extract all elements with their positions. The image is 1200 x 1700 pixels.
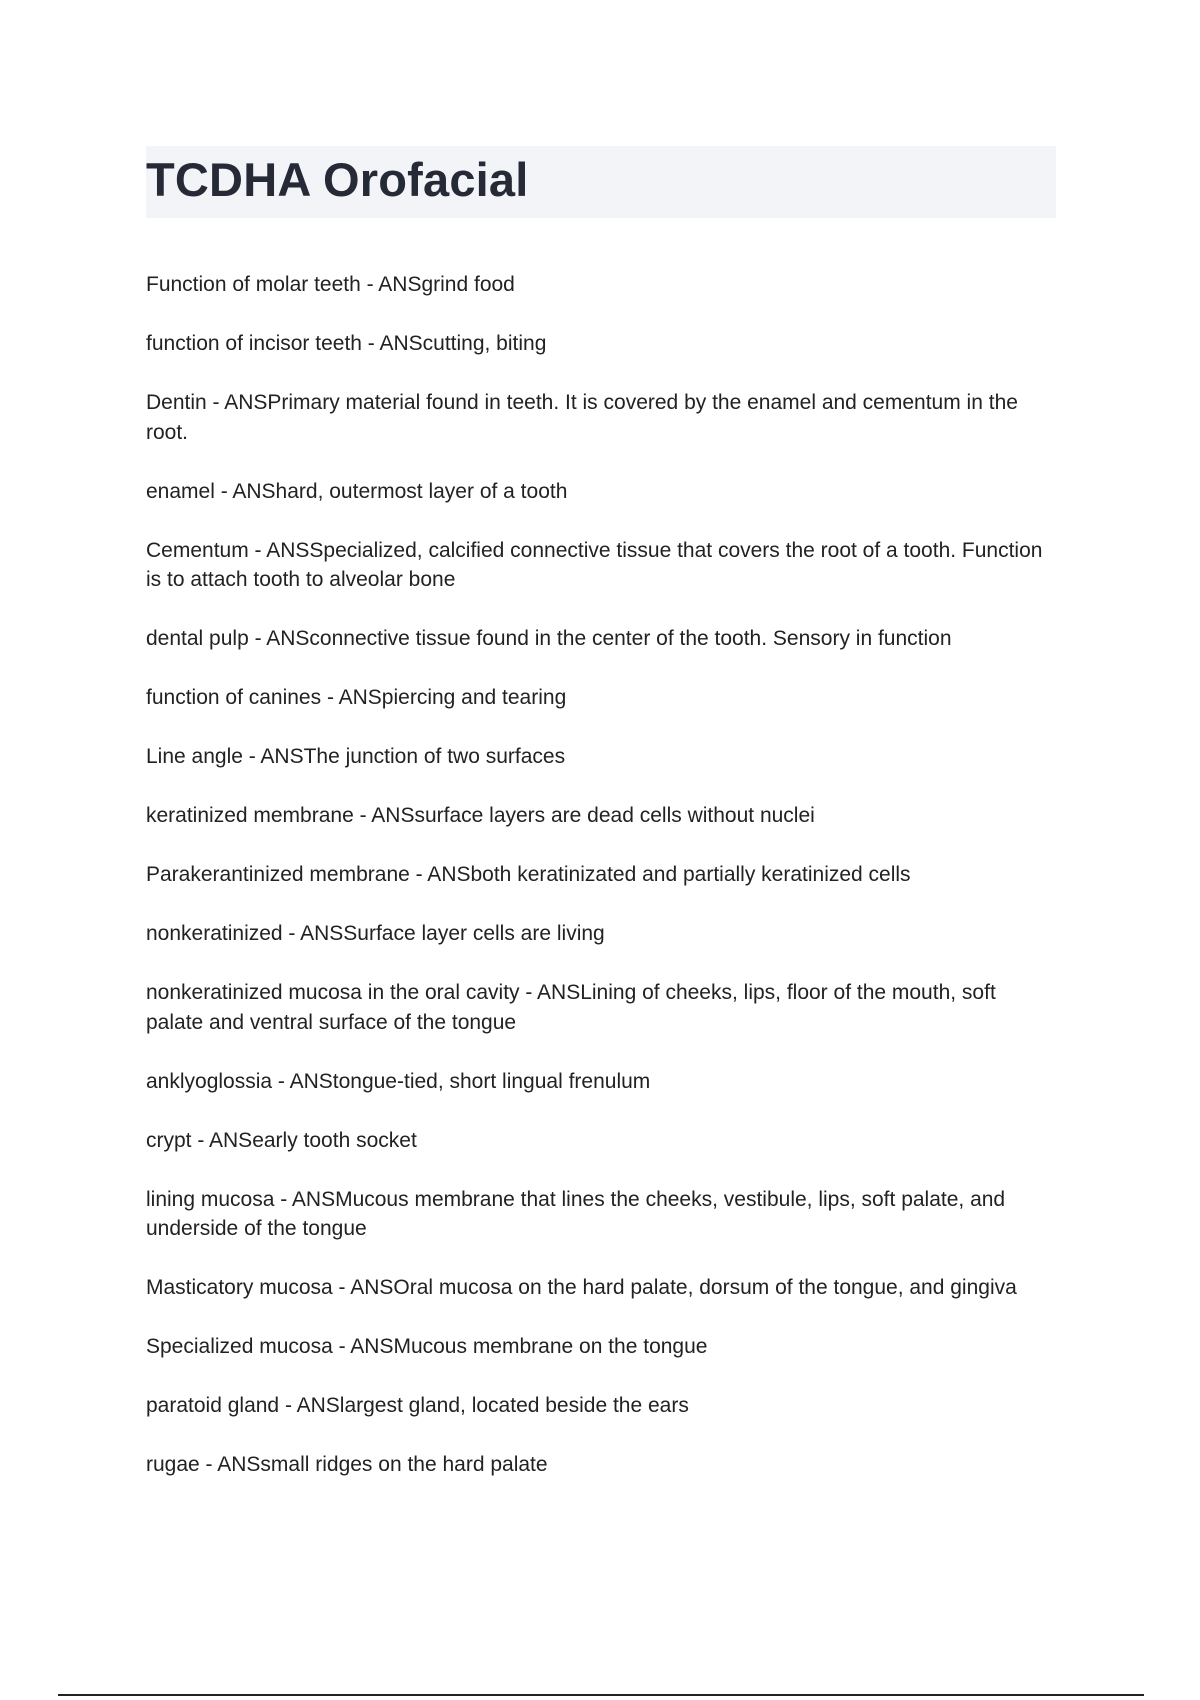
flashcard-list [146, 270, 1056, 1509]
list-item: Parakerantinized membrane - ANSboth keratinizated and partially keratinized cells [146, 863, 911, 886]
list-item: lining mucosa - ANSMucous membrane that lines the cheeks, vestibule, lips, soft palate, and underside of the tongue [146, 1187, 1006, 1240]
list-item: keratinized membrane - ANSsurface layers are dead cells without nuclei [146, 804, 815, 827]
list-item: paratoid gland - ANSlargest gland, located beside the ears [146, 1394, 689, 1417]
page-title: TCDHA Orofacial [146, 153, 529, 206]
list-item: function of incisor teeth - ANScutting, biting [146, 332, 547, 355]
list-item: nonkeratinized mucosa in the oral cavity - ANSLining of cheeks, lips, floor of the mouth, soft palate and ventral surface of the tongue [146, 981, 996, 1034]
list-item: anklyoglossia - ANStongue-tied, short lingual frenulum [146, 1069, 651, 1093]
list-item: Cementum - ANSSpecialized, calcified connective tissue that covers the root of a tooth. Function is to attach tooth to alveolar bone [146, 538, 1043, 591]
list-item: Dentin - ANSPrimary material found in teeth. It is covered by the enamel and cementum in the root. [146, 391, 1018, 444]
list-item: function of canines - ANSpiercing and tearing [146, 686, 567, 709]
list-item: dental pulp - ANSconnective tissue found in the center of the tooth. Sensory in function [146, 627, 952, 650]
list-item: crypt - ANSearly tooth socket [146, 1128, 417, 1152]
list-item: rugae - ANSsmall ridges on the hard palate [146, 1453, 548, 1476]
list-item: Function of molar teeth - ANSgrind food [146, 273, 515, 296]
footer-divider [58, 1694, 1144, 1696]
list-item: Masticatory mucosa - ANSOral mucosa on the hard palate, dorsum of the tongue, and gingiva [146, 1276, 1017, 1299]
list-item: enamel - ANShard, outermost layer of a tooth [146, 479, 568, 503]
title-banner [146, 146, 1056, 218]
list-item: Line angle - ANSThe junction of two surfaces [146, 745, 566, 768]
list-item: Specialized mucosa - ANSMucous membrane on the tongue [146, 1335, 708, 1358]
list-item: nonkeratinized - ANSSurface layer cells are living [146, 922, 605, 945]
